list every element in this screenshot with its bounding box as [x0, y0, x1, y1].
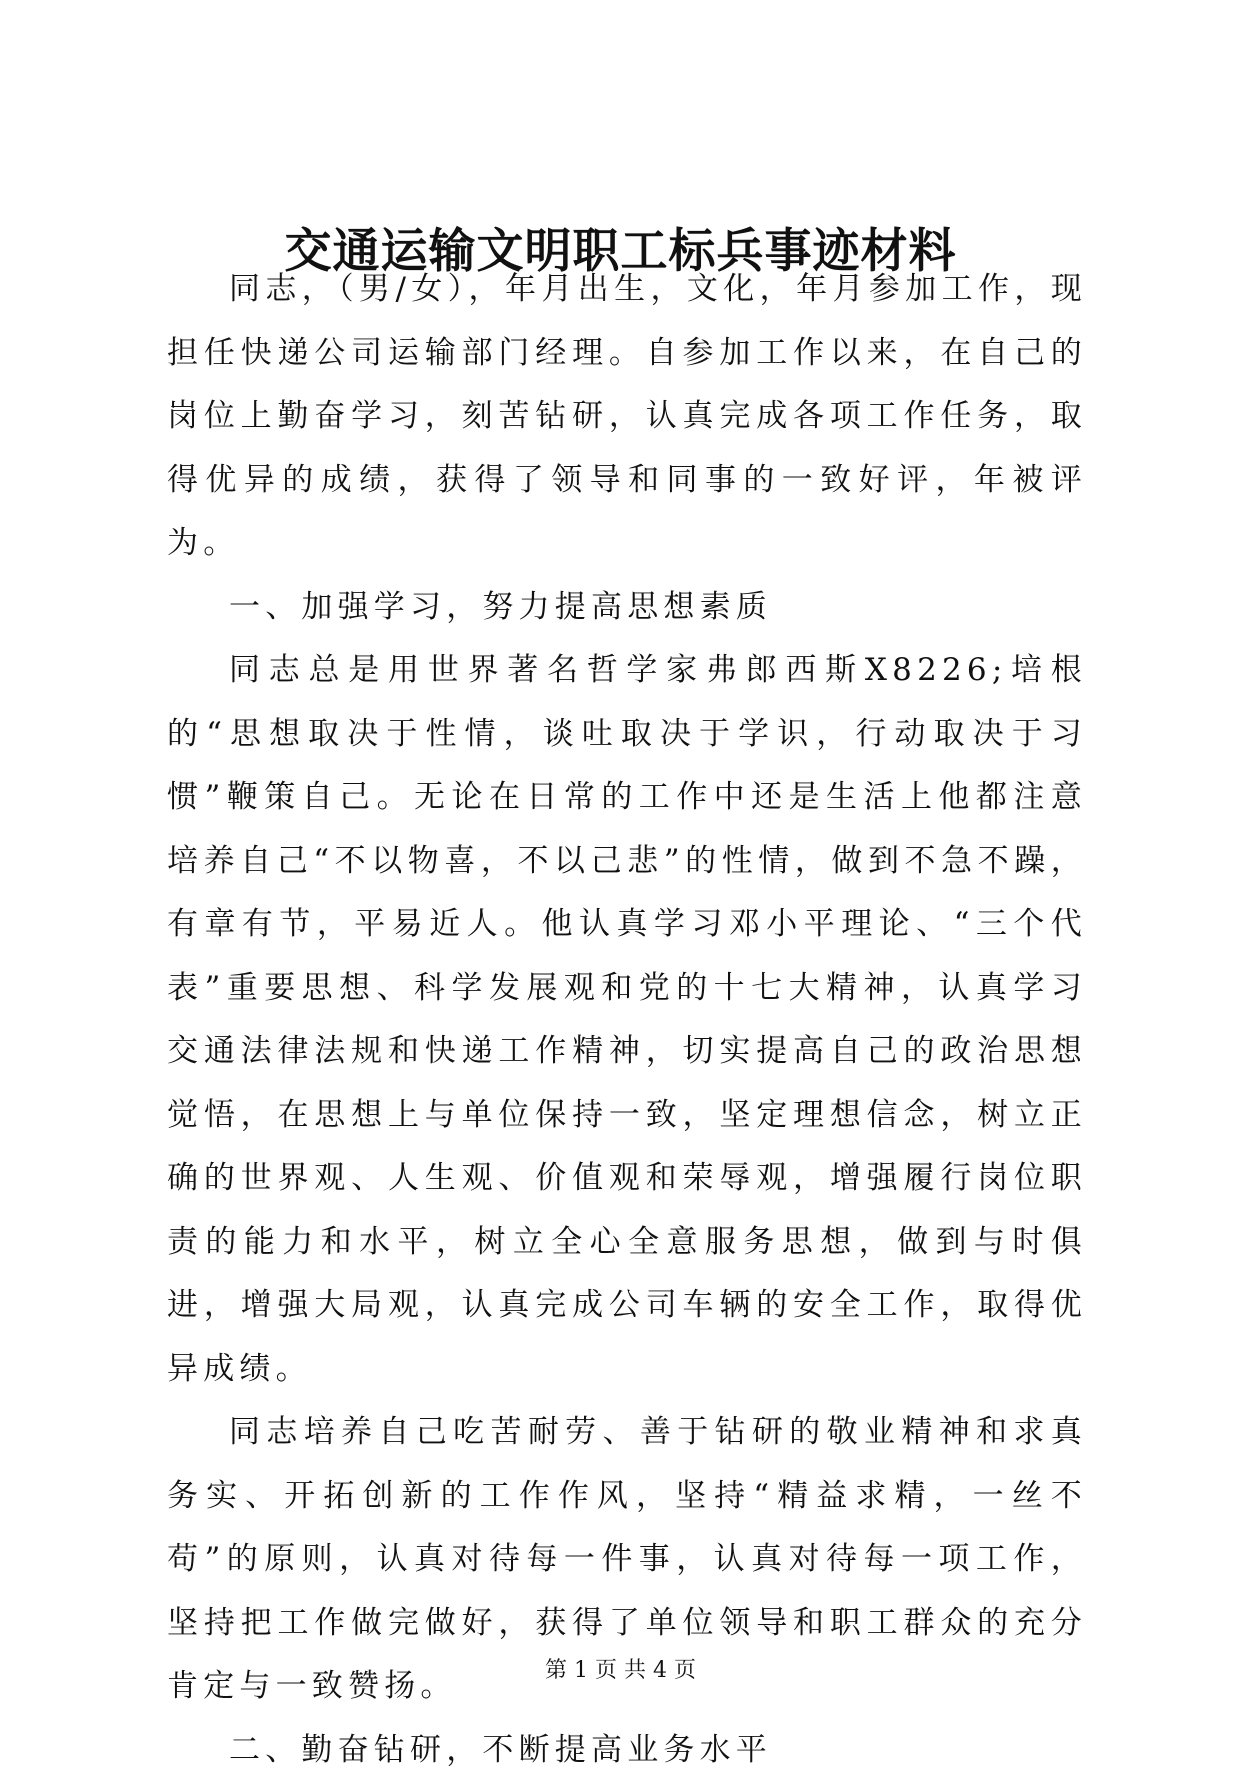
paragraph-intro: 同志，（男/女），年月出生，文化，年月参加工作，现担任快递公司运输部门经理。自参加工作以来，在自己的岗位上勤奋学习，刻苦钻研，认真完成各项工作任务，取得优异的成绩，获得了领导和同事的一致好评，年被评为。 — [167, 258, 1087, 576]
paragraph-work-style: 同志培养自己吃苦耐劳、善于钻研的敬业精神和求真务实、开拓创新的工作作风，坚持“精益求精，一丝不苟”的原则，认真对待每一件事，认真对待每一项工作，坚持把工作做完做好，获得了单位领导和职工群众的充分肯定与一致赞扬。 — [167, 1401, 1087, 1719]
document-body — [167, 258, 1087, 1782]
page-title: 交通运输文明职工标兵事迹材料 — [0, 222, 1241, 282]
paragraph-study: 同志总是用世界著名哲学家弗郎西斯X8226;培根的“思想取决于性情，谈吐取决于学识，行动取决于习惯”鞭策自己。无论在日常的工作中还是生活上他都注意培养自己“不以物喜，不以己悲”的性情，做到不急不躁，有章有节，平易近人。他认真学习邓小平理论、“三个代表”重要思想、科学发展观和党的十七大精神，认真学习交通法律法规和快递工作精神，切实提高自己的政治思想觉悟，在思想上与单位保持一致，坚定理想信念，树立正确的世界观、人生观、价值观和荣辱观，增强履行岗位职责的能力和水平，树立全心全意服务思想，做到与时俱进，增强大局观，认真完成公司车辆的安全工作，取得优异成绩。 — [167, 639, 1087, 1401]
section-heading-1: 一、加强学习，努力提高思想素质 — [167, 576, 1087, 640]
section-heading-2: 二、勤奋钻研，不断提高业务水平 — [167, 1719, 1087, 1782]
page-footer: 第 1 页 共 4 页 — [0, 1656, 1241, 1686]
